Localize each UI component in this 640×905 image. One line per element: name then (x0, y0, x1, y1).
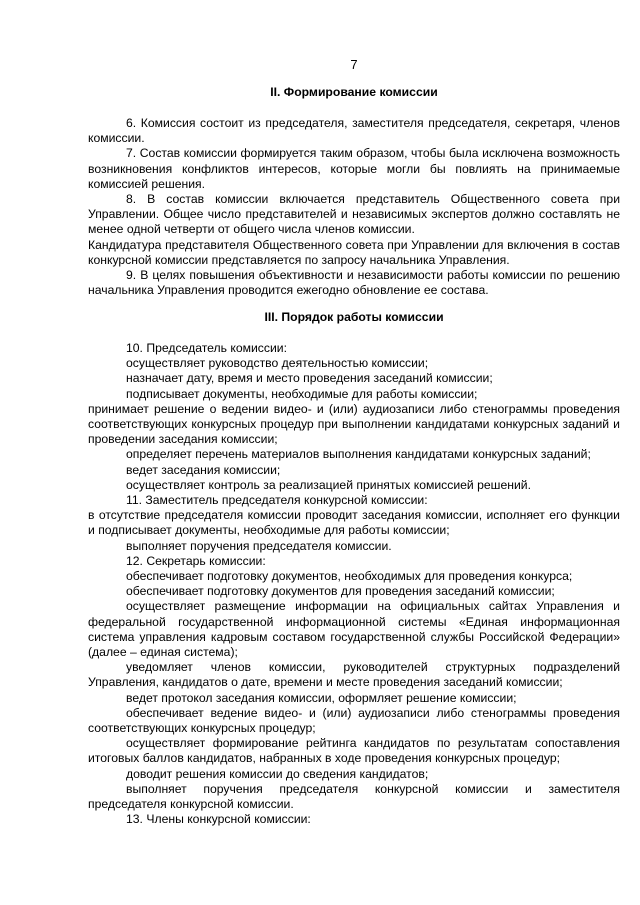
paragraph: 13. Члены конкурсной комиссии: (126, 812, 311, 827)
paragraph: 11. Заместитель председателя конкурсной комиссии: (126, 493, 428, 508)
paragraph: уведомляет членов комиссии, руководителей структурных подразделений Управления, кандидатов о дате, времени и месте проведения заседаний комиссии; (88, 660, 620, 690)
paragraph: 6. Комиссия состоит из председателя, заместителя председателя, секретаря, членов комиссии. (88, 116, 620, 146)
paragraph: обеспечивает подготовку документов, необходимых для проведения конкурса; (126, 569, 573, 584)
paragraph: Кандидатура представителя Общественного совета при Управлении для включения в состав конкурсной комиссии представляется по запросу начальника Управления. (88, 237, 620, 267)
paragraph: принимает решение о ведении видео- и (или) аудиозаписи либо стенограммы проведения соответствующих конкурсных процедур при выполнении кандидатами конкурсных заданий и проведении заседания комиссии; (88, 401, 620, 447)
paragraph: 12. Секретарь комиссии: (126, 553, 266, 568)
section-title-formation: II. Формирование комиссии (270, 85, 438, 99)
paragraph: 9. В целях повышения объективности и независимости работы комиссии по решению начальника Управления проводится ежегодно обновление ее состава. (88, 268, 620, 298)
section-body-procedure (88, 341, 620, 828)
paragraph: 10. Председатель комиссии: (126, 341, 288, 355)
paragraph: подписывает документы, необходимые для работы комиссии; (126, 386, 478, 401)
paragraph: выполняет поручения председателя конкурсной комиссии и заместителя председателя конкурсной комиссии. (88, 781, 620, 812)
paragraph: осуществляет контроль за реализацией принятых комиссией решений. (126, 477, 531, 492)
paragraph: 7. Состав комиссии формируется таким образом, чтобы была исключена возможность возникновения конфликтов интересов, которые могли бы повлиять на принимаемые комиссией решения. (88, 146, 620, 191)
section-body-formation (88, 116, 620, 298)
paragraph: 8. В состав комиссии включается представитель Общественного совета при Управлении. Общее число представителей и независимых экспертов должно составлять не менее одной четверти от общего числа членов комиссии. (88, 192, 620, 237)
paragraph: обеспечивает ведение видео- и (или) аудиозаписи либо стенограммы проведения соответствующих конкурсных процедур; (88, 705, 620, 736)
paragraph: в отсутствие председателя комиссии проводит заседания комиссии, исполняет его функции и подписывает документы, необходимые для работы комиссии; (88, 508, 620, 538)
paragraph: осуществляет размещение информации на официальных сайтах Управления и федеральной государственной информационной системы «Единая информационная система управления кадровым составом государственной службы Российской Федерации» (далее – единая система); (88, 599, 620, 660)
paragraph: осуществляет формирование рейтинга кандидатов по результатам сопоставления итоговых баллов кандидатов, набранных в ходе проведения конкурсных процедур; (88, 736, 620, 766)
section-title-procedure: III. Порядок работы комиссии (264, 310, 444, 324)
paragraph: выполняет поручения председателя комиссии. (126, 538, 392, 553)
paragraph: назначает дату, время и место проведения заседаний комиссии; (126, 371, 493, 386)
paragraph: доводит решения комиссии до сведения кандидатов; (126, 766, 429, 781)
page-number: 7 (350, 57, 358, 72)
paragraph: определяет перечень материалов выполнения кандидатами конкурсных заданий; (126, 447, 591, 462)
paragraph: обеспечивает подготовку документов для проведения заседаний комиссии; (126, 584, 555, 599)
paragraph: ведет заседания комиссии; (126, 462, 281, 477)
paragraph: осуществляет руководство деятельностью комиссии; (126, 356, 429, 371)
paragraph: ведет протокол заседания комиссии, оформляет решение комиссии; (126, 690, 517, 705)
